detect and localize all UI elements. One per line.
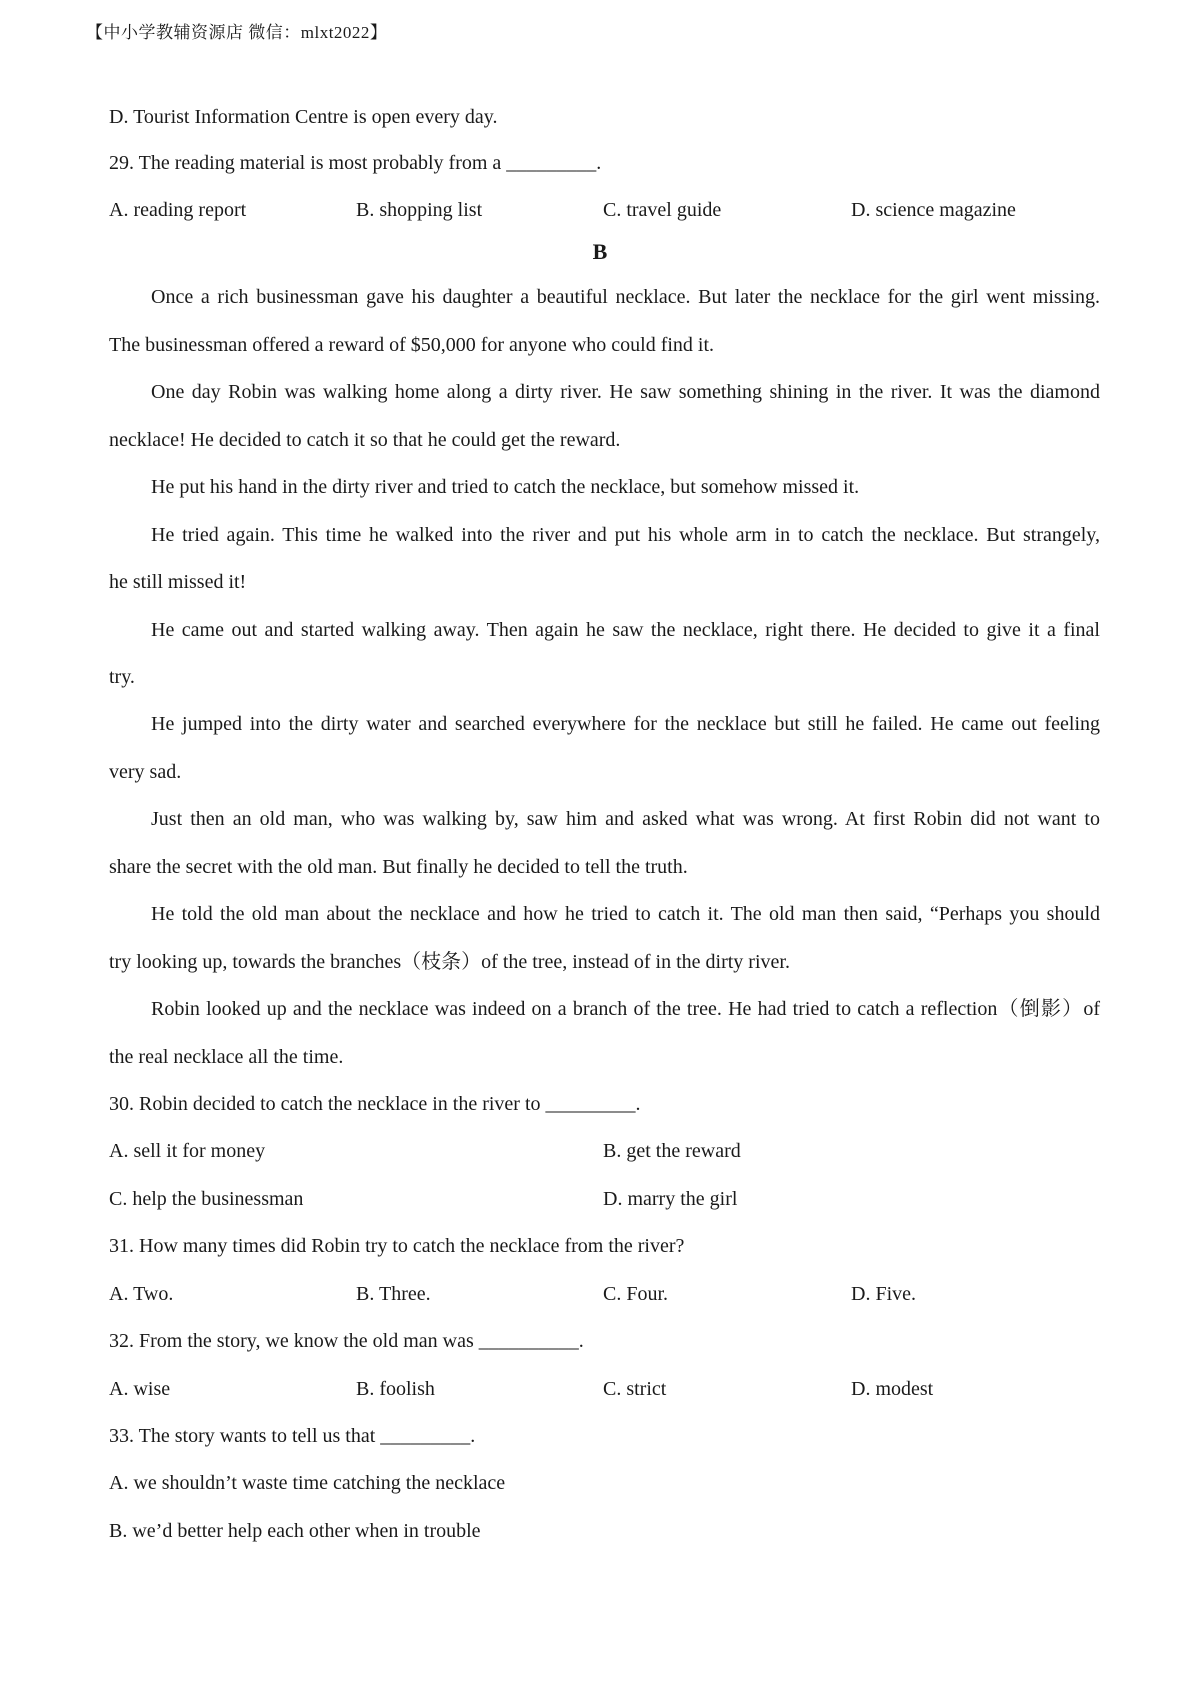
passage-paragraph-9-line-2: the real necklace all the time. [109, 1046, 344, 1068]
question-32-option-b: B. foolish [356, 1378, 435, 1400]
question-33-option-b: B. we’d better help each other when in trouble [109, 1520, 481, 1542]
question-33-stem: 33. The story wants to tell us that _________. [109, 1425, 476, 1447]
question-30-option-d: D. marry the girl [603, 1188, 738, 1210]
passage-paragraph-8-line-2: try looking up, towards the branches（枝条）of the tree, instead of in the dirty river. [109, 951, 790, 973]
passage-paragraph-3-line-1: He put his hand in the dirty river and tried to catch the necklace, but somehow missed it. [151, 476, 860, 498]
question-29-option-a: A. reading report [109, 199, 247, 221]
question-31-option-a: A. Two. [109, 1283, 174, 1305]
passage-paragraph-5-line-2: try. [109, 666, 135, 688]
passage-paragraph-7-line-1: Just then an old man, who was walking by, saw him and asked what was wrong. At first Robin did not want to [151, 808, 1100, 830]
question-32-option-c: C. strict [603, 1378, 667, 1400]
question-32-option-a: A. wise [109, 1378, 171, 1400]
passage-paragraph-7-line-2: share the secret with the old man. But finally he decided to tell the truth. [109, 856, 688, 878]
question-31-option-d: D. Five. [851, 1283, 916, 1305]
question-33-option-a: A. we shouldn’t waste time catching the necklace [109, 1472, 506, 1494]
question-30-option-b: B. get the reward [603, 1140, 741, 1162]
question-30-option-c: C. help the businessman [109, 1188, 304, 1210]
passage-paragraph-8-line-1: He told the old man about the necklace and how he tried to catch it. The old man then said, “Perhaps you should [151, 903, 1100, 925]
question-30-stem: 30. Robin decided to catch the necklace in the river to _________. [109, 1093, 641, 1115]
option-d-previous-question: D. Tourist Information Centre is open every day. [109, 106, 498, 128]
question-29-option-b: B. shopping list [356, 199, 483, 221]
question-31-stem: 31. How many times did Robin try to catch the necklace from the river? [109, 1235, 685, 1257]
question-31-option-c: C. Four. [603, 1283, 669, 1305]
passage-paragraph-2-line-1: One day Robin was walking home along a dirty river. He saw something shining in the river. It was the diamond [151, 381, 1100, 403]
passage-paragraph-5-line-1: He came out and started walking away. Then again he saw the necklace, right there. He decided to give it a final [151, 619, 1100, 641]
section-b-title: B [592, 239, 608, 264]
page-header-watermark: 【中小学教辅资源店 微信：mlxt2022】 [86, 23, 388, 42]
question-29-stem: 29. The reading material is most probably from a _________. [109, 152, 602, 174]
passage-paragraph-6-line-2: very sad. [109, 761, 182, 783]
question-30-option-a: A. sell it for money [109, 1140, 266, 1162]
passage-paragraph-6-line-1: He jumped into the dirty water and searched everywhere for the necklace but still he failed. He came out feeling [151, 713, 1100, 735]
passage-paragraph-4-line-2: he still missed it! [109, 571, 247, 593]
passage-paragraph-1-line-2: The businessman offered a reward of $50,000 for anyone who could find it. [109, 334, 715, 356]
question-32-stem: 32. From the story, we know the old man was __________. [109, 1330, 584, 1352]
question-31-option-b: B. Three. [356, 1283, 431, 1305]
question-29-option-d: D. science magazine [851, 199, 1016, 221]
passage-paragraph-9-line-1: Robin looked up and the necklace was indeed on a branch of the tree. He had tried to catch a reflection（倒影）of [151, 998, 1100, 1020]
question-32-option-d: D. modest [851, 1378, 934, 1400]
passage-paragraph-4-line-1: He tried again. This time he walked into the river and put his whole arm in to catch the necklace. But strangely, [151, 524, 1100, 546]
passage-paragraph-2-line-2: necklace! He decided to catch it so that he could get the reward. [109, 429, 621, 451]
question-29-option-c: C. travel guide [603, 199, 722, 221]
passage-paragraph-1-line-1: Once a rich businessman gave his daughter a beautiful necklace. But later the necklace for the girl went missing. [151, 286, 1100, 308]
